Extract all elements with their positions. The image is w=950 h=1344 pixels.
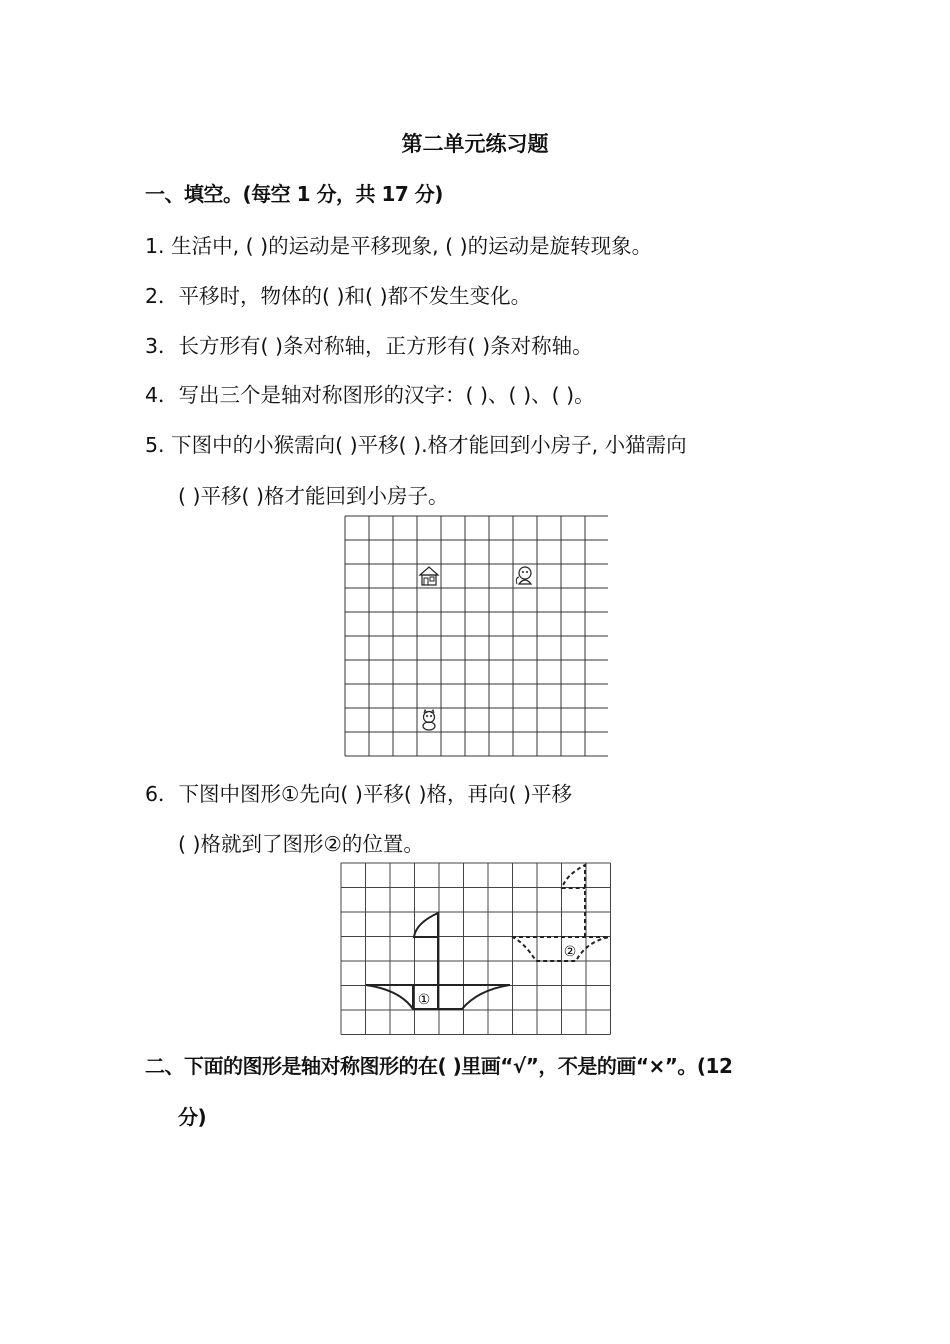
cat-icon <box>423 710 435 730</box>
question-6: 6．下图中图形①先向( )平移( )格，再向( )平移 <box>145 782 572 806</box>
shape-2-label: ② <box>563 944 577 960</box>
question-1: 1. 生活中, ( )的运动是平移现象, ( )的运动是旋转现象。 <box>145 234 653 258</box>
shape-1-label: ① <box>417 992 431 1008</box>
monkey-icon <box>516 567 531 584</box>
figure-2 <box>340 862 612 1040</box>
question-6-cont: ( )格就到了图形②的位置。 <box>178 832 424 856</box>
figure-1 <box>344 515 608 763</box>
page-title: 第二单元练习题 <box>401 132 549 156</box>
house-icon <box>420 567 438 585</box>
grid-lines <box>345 516 608 756</box>
question-2: 2．平移时，物体的( )和( )都不发生变化。 <box>145 284 532 308</box>
question-4: 4．写出三个是轴对称图形的汉字：( )、( )、( )。 <box>145 383 595 407</box>
section2-heading: 二、下面的图形是轴对称图形的在( )里画“√”，不是的画“×”。(12 <box>145 1054 733 1078</box>
question-5: 5. 下图中的小猴需向( )平移( ).格才能回到小房子, 小猫需向 <box>145 433 687 457</box>
section2-heading-cont: 分) <box>178 1105 207 1129</box>
shape-2 <box>512 865 609 961</box>
grid-figure-2 <box>340 862 612 1036</box>
question-5-cont: ( )平移( )格才能回到小房子。 <box>178 484 449 508</box>
grid-figure-1 <box>344 515 608 759</box>
question-3: 3．长方形有( )条对称轴，正方形有( )条对称轴。 <box>145 334 593 358</box>
section1-heading: 一、填空。(每空 1 分，共 17 分) <box>145 182 443 206</box>
